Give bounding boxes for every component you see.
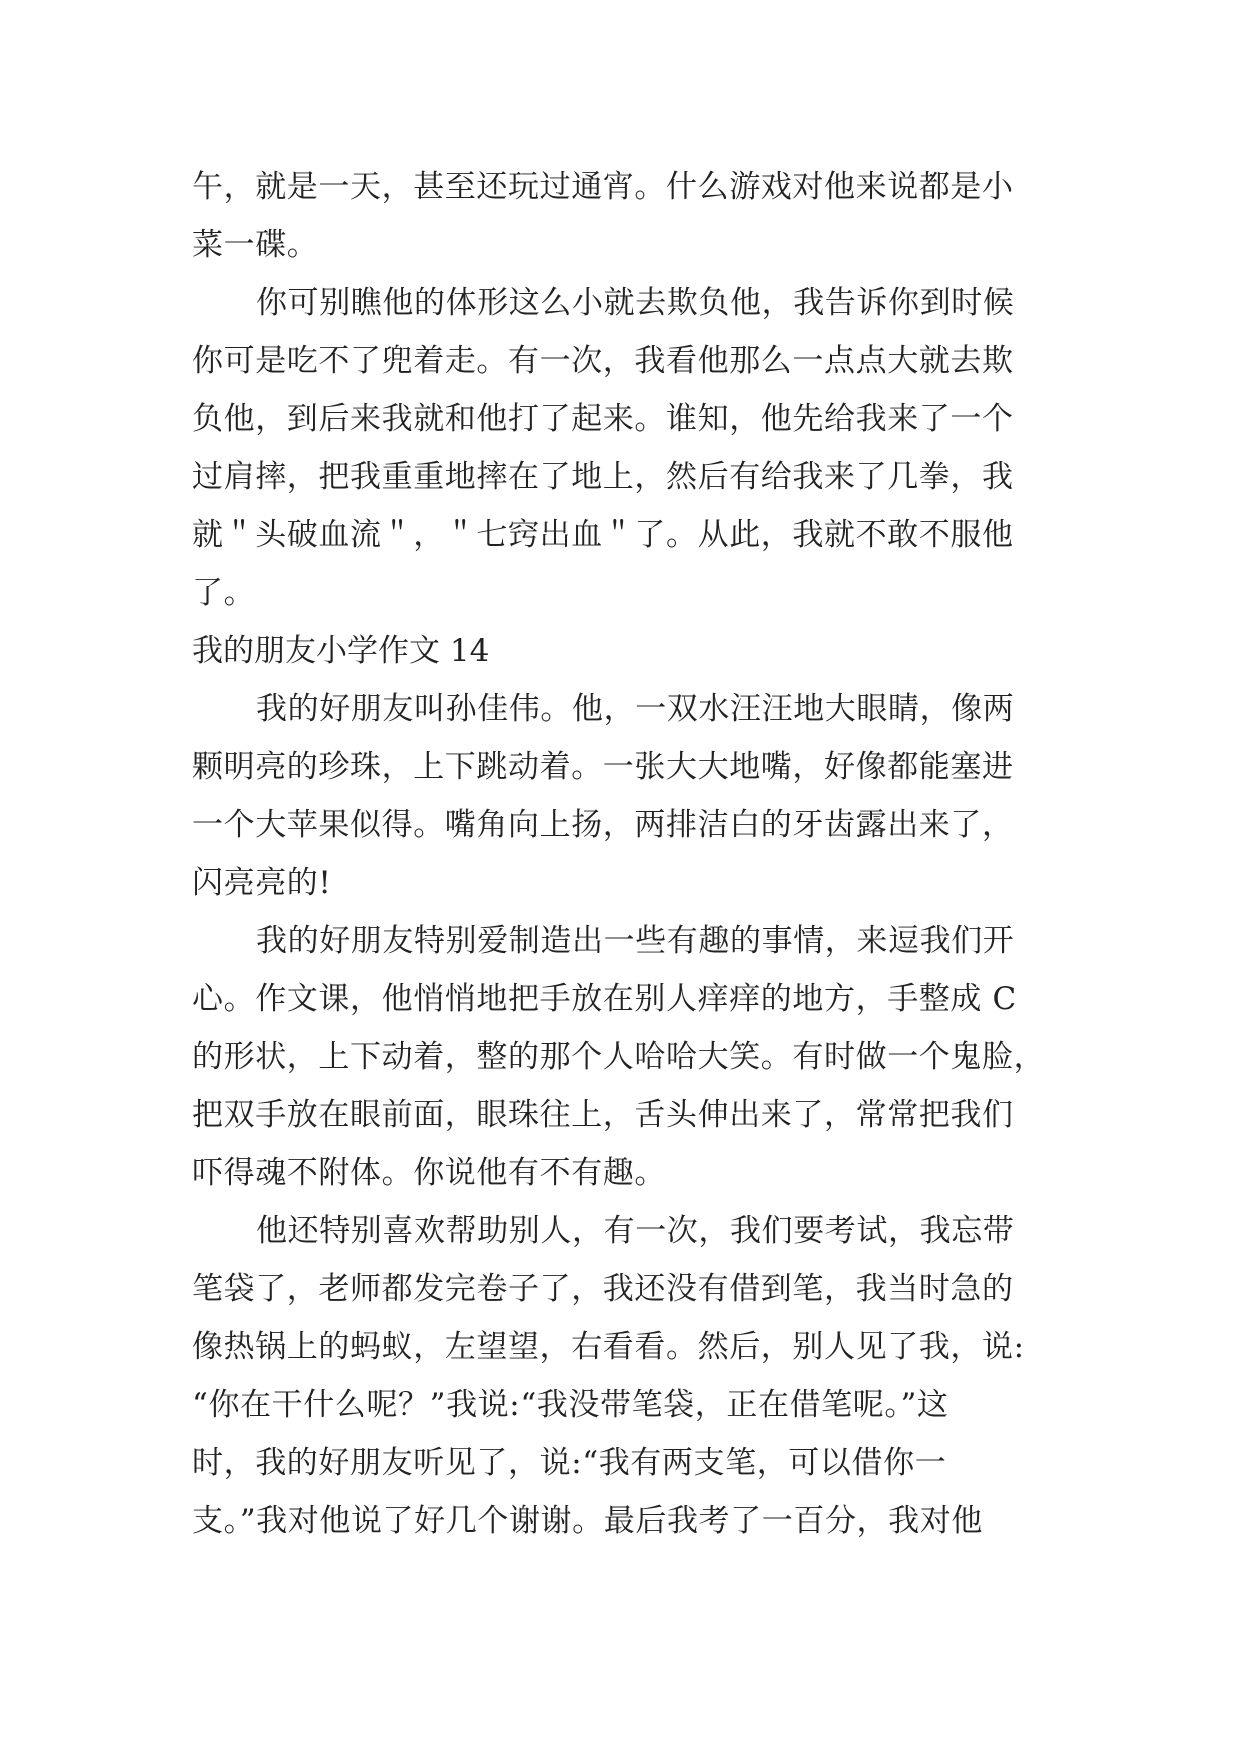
text-line: 像热锅上的蚂蚁，左望望，右看看。然后，别人见了我，说: bbox=[192, 1329, 1025, 1365]
text-line: 时，我的好朋友听见了，说:“我有两支笔，可以借你一 bbox=[192, 1445, 947, 1481]
text-line: 笔袋了，老师都发完卷子了，我还没有借到笔，我当时急的 bbox=[192, 1271, 1014, 1307]
text-line: 我的好朋友叫孙佳伟。他，一双水汪汪地大眼睛，像两 bbox=[256, 691, 1015, 727]
text-line: 他还特别喜欢帮助别人，有一次，我们要考试，我忘带 bbox=[256, 1213, 1015, 1249]
text-line: 过肩摔，把我重重地摔在了地上，然后有给我来了几拳，我 bbox=[192, 459, 1014, 495]
text-line: 颗明亮的珍珠，上下跳动着。一张大大地嘴，好像都能塞进 bbox=[192, 749, 1014, 785]
text-line: 你可别瞧他的体形这么小就去欺负他，我告诉你到时候 bbox=[256, 285, 1015, 321]
text-line: 你可是吃不了兜着走。有一次，我看他那么一点点大就去欺 bbox=[192, 343, 1014, 379]
text-line: 就＂头破血流＂，＂七窍出血＂了。从此，我就不敢不服他 bbox=[192, 517, 1014, 553]
text-line: 了。 bbox=[192, 575, 256, 611]
text-line: 闪亮亮的! bbox=[192, 865, 332, 901]
text-line: 的形状，上下动着，整的那个人哈哈大笑。有时做一个鬼脸， bbox=[192, 1039, 1046, 1075]
text-line: 一个大苹果似得。嘴角向上扬，两排洁白的牙齿露出来了， bbox=[192, 807, 1014, 843]
text-line: 吓得魂不附体。你说他有不有趣。 bbox=[192, 1155, 666, 1191]
text-line: 把双手放在眼前面，眼珠往上，舌头伸出来了，常常把我们 bbox=[192, 1097, 1014, 1133]
text-line: 心。作文课，他悄悄地把手放在别人痒痒的地方，手整成 C bbox=[192, 981, 1017, 1017]
text-line: 支。”我对他说了好几个谢谢。最后我考了一百分，我对他 bbox=[192, 1503, 983, 1539]
text-line: 负他，到后来我就和他打了起来。谁知，他先给我来了一个 bbox=[192, 401, 1014, 437]
text-line: “你在干什么呢？”我说:“我没带笔袋，正在借笔呢。”这 bbox=[192, 1387, 949, 1423]
text-line: 菜一碟。 bbox=[192, 227, 319, 263]
text-line: 午，就是一天，甚至还玩过通宵。什么游戏对他来说都是小 bbox=[192, 169, 1014, 205]
document-body bbox=[192, 158, 1058, 1550]
section-heading: 我的朋友小学作文 14 bbox=[192, 633, 490, 669]
text-line: 我的好朋友特别爱制造出一些有趣的事情，来逗我们开 bbox=[256, 923, 1015, 959]
